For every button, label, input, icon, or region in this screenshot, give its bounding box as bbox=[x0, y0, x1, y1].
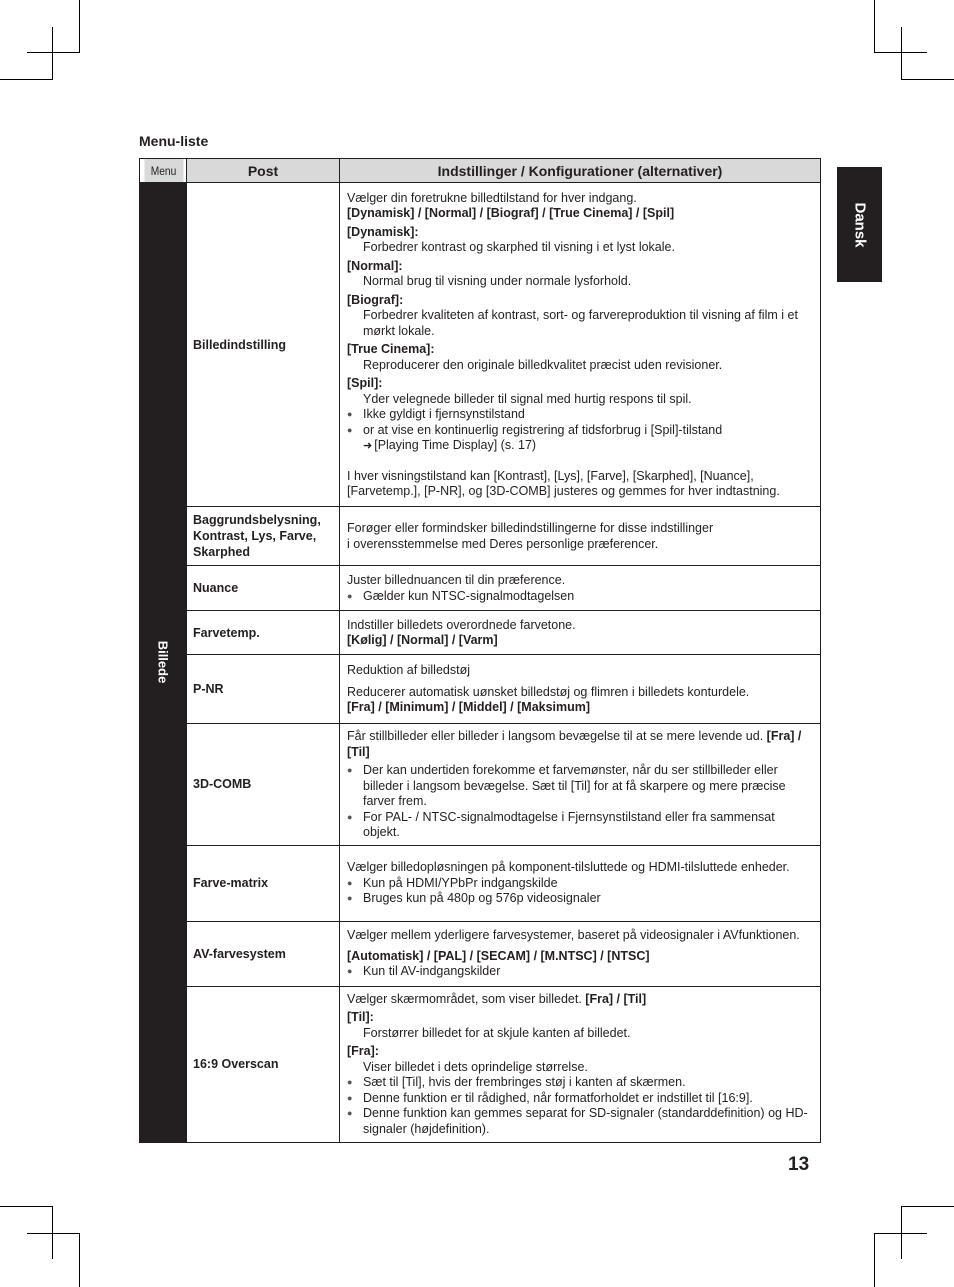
bullet-item: ● Der kan undertiden forekomme et farvemønster, når du ser stillbilleder eller billeder i langsom bevægelse. Sæt til [Til] for at få skarpere og mere præcise farver frem. bbox=[347, 763, 813, 810]
bullet-item: ● Kun til AV-indgangskilder bbox=[347, 964, 813, 980]
desc-text: Forøger eller formindsker billedindstillingerne for disse indstillinger bbox=[347, 521, 714, 535]
option-desc: Viser billedet i dets oprindelige størrelse. bbox=[363, 1059, 588, 1074]
crop-mark bbox=[79, 0, 80, 52]
options-text: [Dynamisk] / [Normal] / [Biograf] / [True Cinema] / [Spil] bbox=[347, 206, 675, 220]
menu-category-label: Billede bbox=[155, 640, 171, 684]
crop-mark bbox=[27, 1233, 80, 1234]
bullet-item: ● Gælder kun NTSC-signalmodtagelsen bbox=[347, 589, 813, 605]
table-row bbox=[140, 566, 821, 611]
desc-cell bbox=[340, 183, 821, 507]
header-menu: Menu bbox=[143, 159, 183, 183]
note-text: I hver visningstilstand kan [Kontrast], [Lys], [Farve], [Skarphed], [Nuance], [Farvetemp.], [P-NR], og [3D-COMB] justeres og gemmes for hver indtastning. bbox=[347, 468, 780, 498]
table-header-row bbox=[140, 159, 821, 183]
bullet-item: ● Kun på HDMI/YPbPr indgangskilde bbox=[347, 876, 813, 892]
option-heading: [Fra]: bbox=[347, 1044, 379, 1059]
section-title: Menu-liste bbox=[139, 133, 209, 149]
options-text: [Kølig] / [Normal] / [Varm] bbox=[347, 633, 498, 647]
options-text: [Fra] / [Til] bbox=[585, 991, 647, 1006]
crop-mark bbox=[874, 1233, 927, 1234]
desc-cell bbox=[340, 921, 821, 986]
post-cell: Farve-matrix bbox=[187, 845, 340, 921]
bullet-item: ● Ikke gyldigt i fjernsynstilstand bbox=[347, 407, 813, 423]
option-desc: Yder velegnede billeder til signal med hurtig respons til spil. bbox=[363, 391, 692, 406]
table-row bbox=[140, 724, 821, 846]
crop-mark bbox=[901, 79, 954, 80]
option-heading: [Biograf]: bbox=[347, 292, 404, 307]
option-desc: Forstørrer billedet for at skjule kanten af billedet. bbox=[363, 1025, 631, 1040]
bullet-item: ● Denne funktion er til rådighed, når formatforholdet er indstillet til [16:9]. bbox=[347, 1091, 813, 1107]
desc-text: Vælger mellem yderligere farvesystemer, baseret på videosignaler i AVfunktionen. bbox=[347, 928, 800, 943]
crop-mark bbox=[79, 1233, 80, 1287]
crop-mark bbox=[52, 27, 53, 80]
reference-text: [Playing Time Display] (s. 17) bbox=[374, 438, 537, 452]
table-row bbox=[140, 845, 821, 921]
language-tab bbox=[837, 167, 882, 282]
option-heading: [Normal]: bbox=[347, 258, 403, 273]
crop-mark bbox=[0, 1206, 52, 1207]
menu-table bbox=[139, 158, 821, 1143]
post-cell: AV-farvesystem bbox=[187, 921, 340, 986]
crop-mark bbox=[27, 52, 80, 53]
arrow-right-icon: ➜ bbox=[363, 440, 373, 452]
language-tab-label: Dansk bbox=[851, 201, 868, 248]
desc-text: Indstiller billedets overordnede farvetone. bbox=[347, 617, 576, 632]
desc-text: Vælger din foretrukne billedtilstand for hver indgang. bbox=[347, 190, 637, 205]
table-row bbox=[140, 986, 821, 1142]
bullet-item: ● For PAL- / NTSC-signalmodtagelse i Fjernsynstilstand eller fra sammensat objekt. bbox=[347, 810, 813, 841]
desc-cell bbox=[340, 566, 821, 611]
options-text: [Fra] / [Til] bbox=[347, 729, 802, 759]
desc-text bbox=[347, 992, 813, 1008]
option-desc: Forbedrer kontrast og skarphed til visning i et lyst lokale. bbox=[363, 240, 675, 254]
desc-text: Reducerer automatisk uønsket billedstøj og flimren i billedets konturdele. bbox=[347, 684, 750, 699]
option-heading: [Spil]: bbox=[347, 376, 383, 390]
desc-text: Vælger billedopløsningen på komponent-tilsluttede og HDMI-tilsluttede enheder. bbox=[347, 860, 790, 875]
post-cell: P-NR bbox=[187, 655, 340, 724]
desc-text bbox=[347, 729, 813, 760]
option-desc: Reproducerer den originale billedkvalitet præcist uden revisioner. bbox=[363, 357, 723, 372]
desc-cell bbox=[340, 986, 821, 1142]
option-heading: [True Cinema]: bbox=[347, 342, 435, 356]
desc-cell bbox=[340, 724, 821, 846]
desc-cell bbox=[340, 845, 821, 921]
crop-mark bbox=[0, 79, 52, 80]
option-heading: [Til]: bbox=[347, 1010, 374, 1025]
header-settings: Indstillinger / Konfigurationer (alternativer) bbox=[340, 159, 821, 183]
option-desc: Normal brug til visning under normale lysforhold. bbox=[363, 274, 632, 288]
reference-line bbox=[347, 438, 813, 455]
table-row bbox=[140, 921, 821, 986]
header-post: Post bbox=[187, 159, 340, 183]
option-desc: Forbedrer kvaliteten af kontrast, sort- og farvereproduktion til visning af film i et mørkt lokale. bbox=[363, 308, 798, 338]
desc-text-part: Får stillbilleder eller billeder i langsom bevægelse til at se mere levende ud. bbox=[347, 729, 764, 743]
table-row bbox=[140, 507, 821, 566]
table-row bbox=[140, 655, 821, 724]
option-heading: [Dynamisk]: bbox=[347, 224, 419, 239]
menu-category-cell bbox=[140, 183, 187, 1143]
desc-cell bbox=[340, 507, 821, 566]
post-cell: Billedindstilling bbox=[187, 183, 340, 507]
bullet-item: ● Bruges kun på 480p og 576p videosignaler bbox=[347, 891, 813, 907]
bullet-item: ● Sæt til [Til], hvis der frembringes støj i kanten af skærmen. bbox=[347, 1075, 813, 1091]
post-cell: Baggrundsbelysning, Kontrast, Lys, Farve, Skarphed bbox=[187, 507, 340, 566]
post-cell: 16:9 Overscan bbox=[187, 986, 340, 1142]
post-cell: Farvetemp. bbox=[187, 611, 340, 655]
desc-cell bbox=[340, 655, 821, 724]
bullet-item: ● Denne funktion kan gemmes separat for SD-signaler (standarddefinition) og HD-signaler (højdefinition). bbox=[347, 1106, 813, 1137]
desc-cell bbox=[340, 611, 821, 655]
post-cell: 3D-COMB bbox=[187, 724, 340, 846]
desc-text: i overensstemmelse med Deres personlige præferencer. bbox=[347, 536, 659, 551]
bullet-item: ● or at vise en kontinuerlig registrering af tidsforbrug i [Spil]-tilstand bbox=[347, 423, 813, 439]
desc-text-part: Vælger skærmområdet, som viser billedet. bbox=[347, 991, 582, 1006]
desc-text: Reduktion af billedstøj bbox=[347, 663, 470, 678]
page-number: 13 bbox=[788, 1154, 810, 1175]
crop-mark bbox=[901, 1206, 954, 1207]
options-text: [Automatisk] / [PAL] / [SECAM] / [M.NTSC] / [NTSC] bbox=[347, 948, 650, 963]
crop-mark bbox=[901, 27, 902, 80]
crop-mark bbox=[874, 0, 875, 52]
crop-mark bbox=[874, 1233, 875, 1287]
table-row bbox=[140, 611, 821, 655]
table-row bbox=[140, 183, 821, 507]
options-text: [Fra] / [Minimum] / [Middel] / [Maksimum] bbox=[347, 700, 591, 715]
desc-text: Juster billednuancen til din præference. bbox=[347, 573, 566, 587]
post-cell: Nuance bbox=[187, 566, 340, 611]
